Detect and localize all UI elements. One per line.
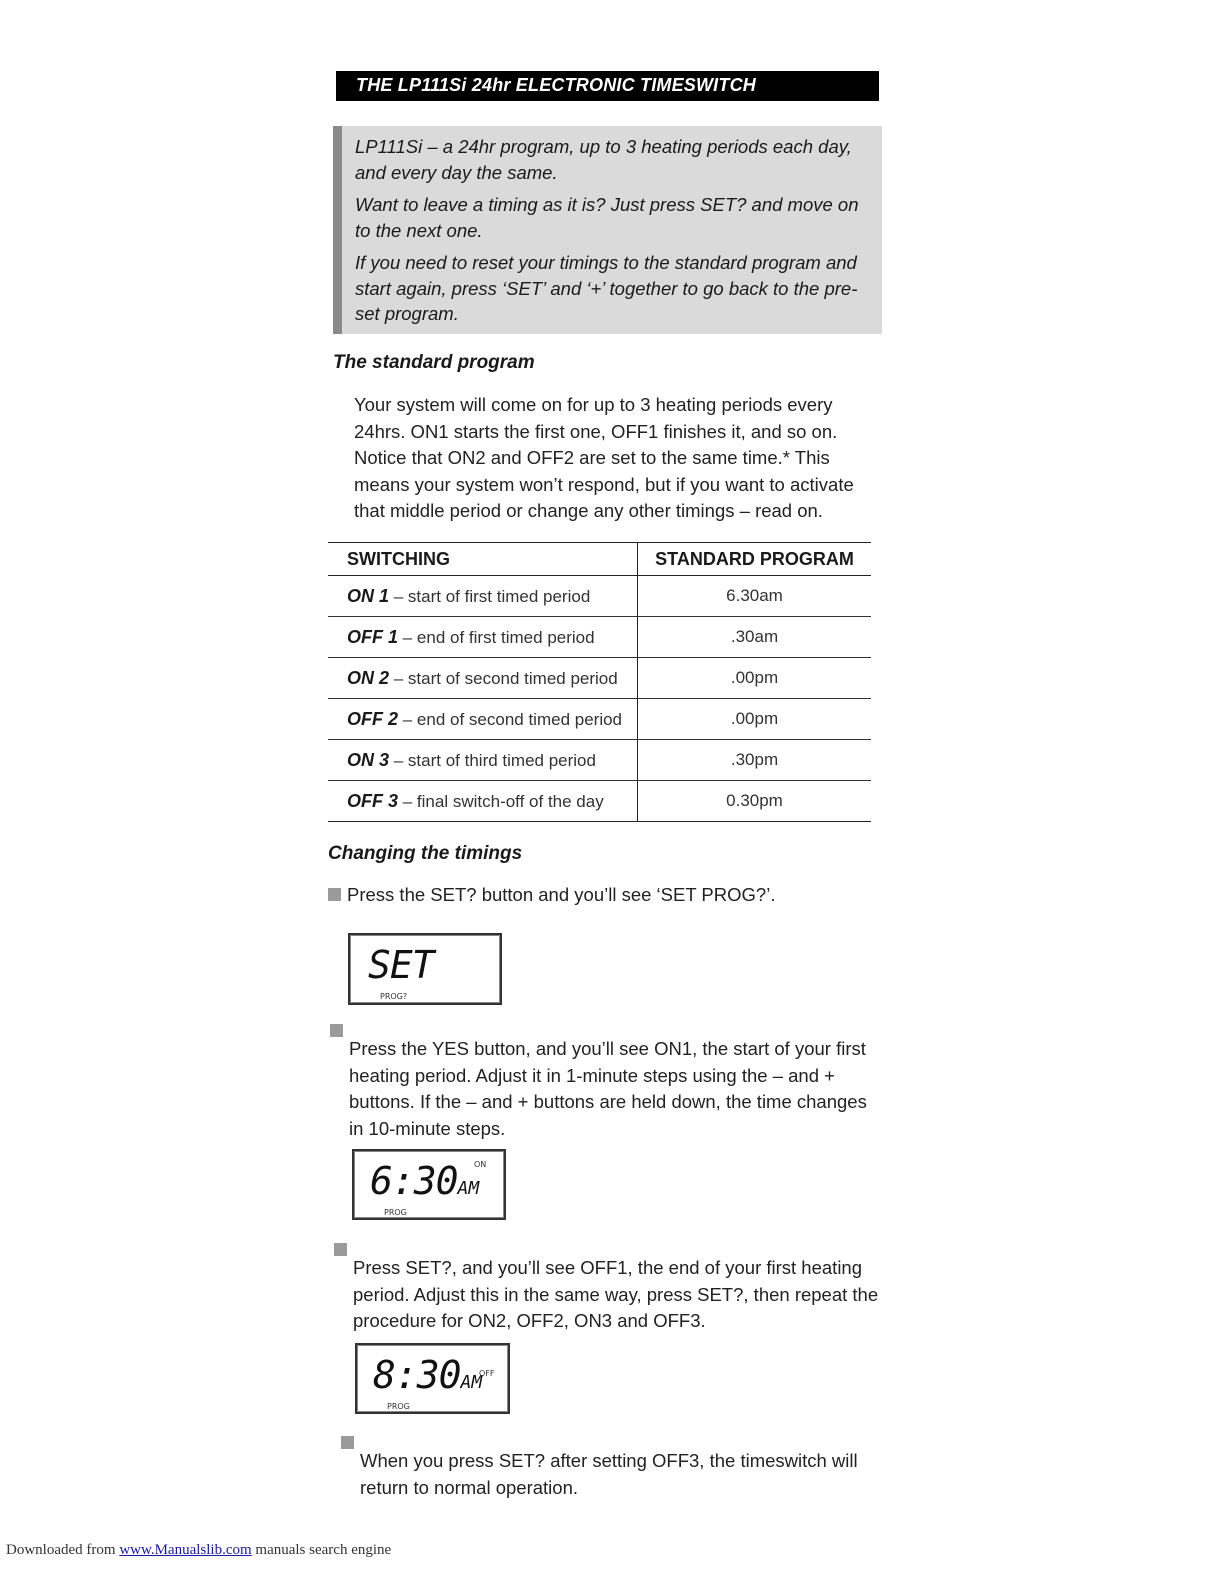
intro-box [333, 126, 882, 334]
row-label: OFF 1 [347, 626, 399, 647]
step-4 [341, 1430, 871, 1501]
footer-prefix: Downloaded from [6, 1542, 116, 1558]
footer [6, 1542, 391, 1559]
program-table [328, 542, 871, 822]
row-desc: – start of second timed period [393, 668, 618, 688]
standard-heading: The standard program [333, 352, 535, 373]
bullet-square-icon [341, 1436, 354, 1449]
lcd-display-set [348, 933, 502, 1005]
footer-link[interactable]: www.Manualslib.com [119, 1542, 252, 1558]
step-1-text: Press the SET? button and you’ll see ‘SET PROG?’. [347, 884, 776, 905]
standard-body: Your system will come on for up to 3 heating periods every 24hrs. ON1 starts the first one, OFF1 finishes it, and so on. Notice that ON2 and OFF2 are set to the same time.* This means your system won’t respond, but if you want to activate that middle period or change any other timings – read on. [354, 394, 854, 521]
title-bar [336, 71, 879, 101]
table-row [328, 617, 871, 658]
step-3-text: Press SET?, and you’ll see OFF1, the end of your first heating period. Adjust this in the same way, press SET?, then repeat the procedure for ON2, OFF2, ON3 and OFF3. [353, 1257, 879, 1331]
footer-suffix: manuals search engine [255, 1542, 392, 1558]
table-row [328, 658, 871, 699]
intro-stripe [333, 126, 342, 334]
step-2-text: Press the YES button, and you’ll see ON1, the start of your first heating period. Adjust it in 1-minute steps using the – and + buttons. If the – and + buttons are held down, the time changes in 10-minute steps. [349, 1038, 867, 1139]
lcd-sub-text: PROG [384, 1208, 407, 1217]
row-label: ON 3 [347, 749, 390, 770]
row-value: .00pm [638, 658, 872, 699]
lcd-time: 8:30 [373, 1353, 461, 1397]
lcd-display-on1 [352, 1149, 506, 1220]
bullet-square-icon [330, 1024, 343, 1037]
page-title: THE LP111Si 24hr ELECTRONIC TIMESWITCH [356, 75, 756, 95]
row-label: ON 2 [347, 667, 390, 688]
row-desc: – start of third timed period [393, 750, 596, 770]
changing-heading: Changing the timings [328, 843, 523, 864]
step-4-text: When you press SET? after setting OFF3, the timeswitch will return to normal operation. [360, 1450, 858, 1498]
row-label: OFF 2 [347, 708, 399, 729]
lcd-main-text [373, 1353, 482, 1397]
bullet-square-icon [334, 1243, 347, 1256]
row-label: ON 1 [347, 585, 390, 606]
step-2 [330, 1018, 875, 1142]
intro-paragraph-3: If you need to reset your timings to the standard program and start again, press ‘SET’ and ‘+’ together to go back to the pre-set program. [355, 252, 858, 324]
row-desc: – end of second timed period [402, 709, 623, 729]
step-3 [334, 1237, 879, 1335]
table-row [328, 576, 871, 617]
lcd-main-text [370, 1159, 479, 1203]
row-value: 6.30am [638, 576, 872, 617]
lcd-indicator: OFF [479, 1369, 495, 1378]
step-1 [328, 882, 873, 909]
table-header-standard: STANDARD PROGRAM [638, 543, 872, 576]
row-value: .30am [638, 617, 872, 658]
lcd-sub-text: PROG? [380, 992, 408, 1001]
table-row [328, 740, 871, 781]
bullet-square-icon [328, 888, 341, 901]
row-desc: – final switch-off of the day [402, 791, 604, 811]
row-value: .30pm [638, 740, 872, 781]
lcd-display-off1 [355, 1343, 510, 1414]
lcd-main-text: SET [368, 943, 434, 987]
lcd-time: 6:30 [370, 1159, 458, 1203]
table-row [328, 699, 871, 740]
row-value: 0.30pm [638, 781, 872, 822]
lcd-sub-text: PROG [387, 1402, 410, 1411]
lcd-am: AM [457, 1178, 480, 1199]
intro-paragraph-1: LP111Si – a 24hr program, up to 3 heating periods each day, and every day the same. [355, 136, 852, 183]
row-label: OFF 3 [347, 790, 399, 811]
lcd-am: AM [460, 1372, 483, 1393]
row-value: .00pm [638, 699, 872, 740]
row-desc: – end of first timed period [402, 627, 595, 647]
table-header-switching: SWITCHING [328, 543, 638, 576]
lcd-indicator: ON [474, 1160, 487, 1169]
row-desc: – start of first timed period [393, 586, 591, 606]
table-row [328, 781, 871, 822]
intro-paragraph-2: Want to leave a timing as it is? Just press SET? and move on to the next one. [355, 194, 859, 241]
